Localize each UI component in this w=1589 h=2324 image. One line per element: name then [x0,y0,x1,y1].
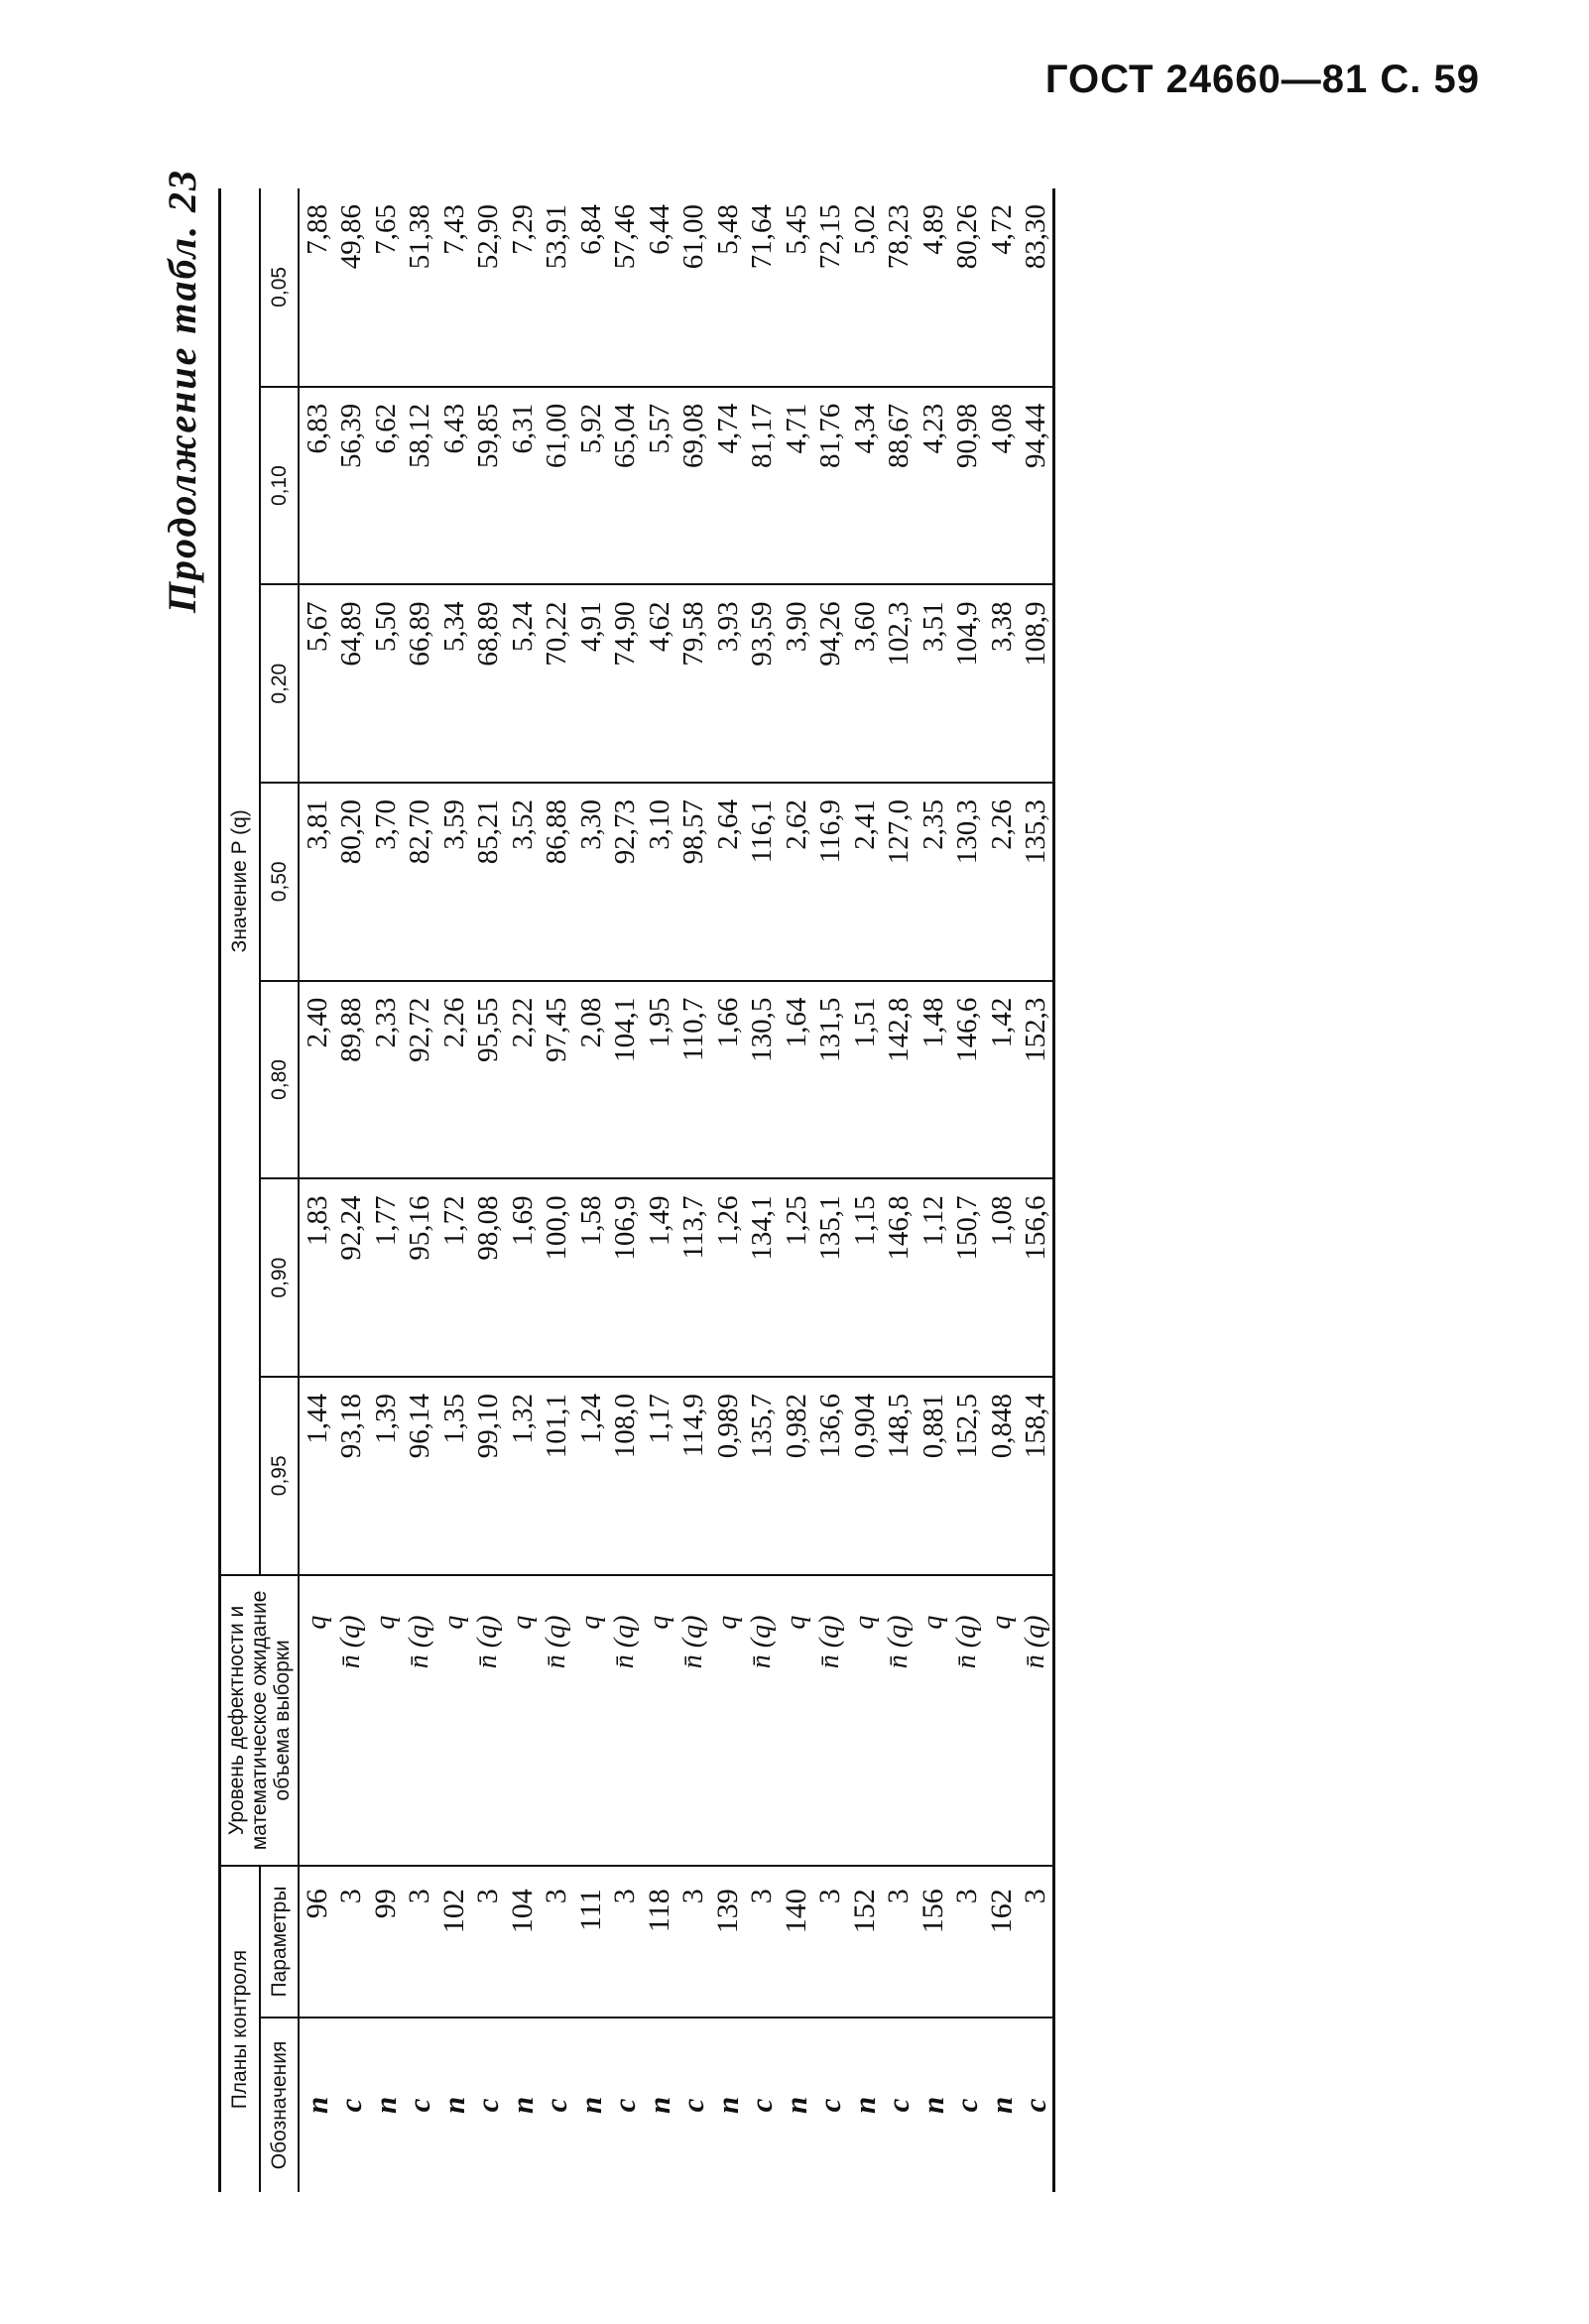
header-p-value-group: Значение P (q) [220,188,260,1575]
value-cell: 86,88 [540,783,574,981]
value-cell: 78,23 [882,188,917,387]
table-row [471,188,506,2192]
value-cell: 1,95 [642,981,676,1179]
designation-cell: c [539,2098,574,2113]
value-cell: 52,90 [471,188,506,387]
table-row [847,188,882,2192]
value-cell: 6,43 [436,387,471,585]
value-cell: 1,58 [573,1178,608,1377]
parameter-cell: 3 [676,1866,711,2018]
value-cell: 2,22 [505,981,540,1179]
value-cell: 7,88 [299,188,334,387]
value-cell: 1,39 [368,1377,403,1575]
value-cell: 0,982 [779,1377,813,1575]
designation-cell: c [812,2098,848,2113]
value-cell: 3,52 [505,783,540,981]
value-cell: 92,24 [334,1178,369,1377]
level-symbol-cell: q [642,1575,676,1867]
table-row [984,188,1019,2192]
value-cell: 3,38 [984,584,1019,783]
value-cell: 1,49 [642,1178,676,1377]
value-cell: 3,81 [299,783,334,981]
value-cell: 4,34 [847,387,882,585]
table-row [403,188,437,2192]
value-cell: 4,71 [779,387,813,585]
table-row [368,188,403,2192]
value-cell: 2,33 [368,981,403,1179]
value-cell: 56,39 [334,387,369,585]
level-symbol-cell: n̄ (q) [950,1575,985,1867]
value-cell: 99,10 [471,1377,506,1575]
designation-cell: c [949,2098,985,2113]
value-cell: 2,41 [847,783,882,981]
value-cell: 3,60 [847,584,882,783]
value-cell: 94,44 [1019,387,1054,585]
value-cell: 146,6 [950,981,985,1179]
value-cell: 5,48 [710,188,745,387]
parameter-cell: 140 [779,1866,813,2018]
value-cell: 82,70 [403,783,437,981]
parameter-cell: 3 [1019,1866,1054,2018]
value-cell: 4,72 [984,188,1019,387]
table-row [676,188,711,2192]
designation-cell: n [641,2096,676,2115]
value-cell: 1,25 [779,1178,813,1377]
table-row [540,188,574,2192]
value-cell: 64,89 [334,584,369,783]
value-cell: 127,0 [882,783,917,981]
parameter-cell: 3 [403,1866,437,2018]
value-cell: 156,6 [1019,1178,1054,1377]
value-cell: 59,85 [471,387,506,585]
value-cell: 81,17 [745,387,780,585]
value-cell: 5,24 [505,584,540,783]
value-cell: 135,7 [745,1377,780,1575]
value-cell: 114,9 [676,1377,711,1575]
value-cell: 1,12 [916,1178,950,1377]
parameter-cell: 3 [813,1866,848,2018]
header-defect-level: Уровень дефектности и математическое ожидание объема выборки [220,1575,300,1867]
value-cell: 2,64 [710,783,745,981]
rotated-table-page [159,149,1448,2192]
value-cell: 100,0 [540,1178,574,1377]
designation-cell: n [778,2096,813,2115]
table-row [436,188,471,2192]
value-cell: 1,42 [984,981,1019,1179]
designation-cell: n [299,2096,334,2115]
value-cell: 81,76 [813,387,848,585]
value-cell: 7,43 [436,188,471,387]
value-cell: 6,31 [505,387,540,585]
header-p-value: 0,90 [260,1178,300,1377]
designation-cell: c [881,2098,917,2113]
parameter-cell: 96 [299,1866,334,2018]
table-row [642,188,676,2192]
level-symbol-cell: n̄ (q) [403,1575,437,1867]
level-symbol-cell: n̄ (q) [745,1575,780,1867]
level-symbol-cell: n̄ (q) [334,1575,369,1867]
value-cell: 1,66 [710,981,745,1179]
value-cell: 98,08 [471,1178,506,1377]
parameter-cell: 156 [916,1866,950,2018]
value-cell: 116,1 [745,783,780,981]
parameter-cell: 104 [505,1866,540,2018]
value-cell: 1,32 [505,1377,540,1575]
value-cell: 7,29 [505,188,540,387]
value-cell: 5,67 [299,584,334,783]
value-cell: 94,26 [813,584,848,783]
table-row [813,188,848,2192]
value-cell: 70,22 [540,584,574,783]
value-cell: 134,1 [745,1178,780,1377]
level-symbol-cell: n̄ (q) [813,1575,848,1867]
value-cell: 80,20 [334,783,369,981]
value-cell: 130,3 [950,783,985,981]
value-cell: 142,8 [882,981,917,1179]
value-cell: 3,51 [916,584,950,783]
header-control-plans: Планы контроля [220,1866,260,2192]
value-cell: 130,5 [745,981,780,1179]
value-cell: 66,89 [403,584,437,783]
value-cell: 72,15 [813,188,848,387]
value-cell: 3,93 [710,584,745,783]
designation-cell: c [470,2098,506,2113]
table-body [299,188,1054,2192]
value-cell: 93,59 [745,584,780,783]
value-cell: 1,35 [436,1377,471,1575]
level-symbol-cell: n̄ (q) [471,1575,506,1867]
table-row [299,188,334,2192]
value-cell: 3,90 [779,584,813,783]
value-cell: 150,7 [950,1178,985,1377]
level-symbol-cell: q [847,1575,882,1867]
value-cell: 4,23 [916,387,950,585]
level-symbol-cell: q [916,1575,950,1867]
value-cell: 96,14 [403,1377,437,1575]
parameter-cell: 152 [847,1866,882,2018]
header-p-value: 0,50 [260,783,300,981]
value-cell: 65,04 [608,387,643,585]
value-cell: 2,40 [299,981,334,1179]
designation-cell: n [983,2096,1019,2115]
value-cell: 146,8 [882,1178,917,1377]
value-cell: 1,44 [299,1377,334,1575]
value-cell: 88,67 [882,387,917,585]
value-cell: 2,26 [436,981,471,1179]
value-cell: 1,69 [505,1178,540,1377]
value-cell: 152,5 [950,1377,985,1575]
table-row [573,188,608,2192]
header-p-value: 0,80 [260,981,300,1179]
value-cell: 85,21 [471,783,506,981]
value-cell: 3,70 [368,783,403,981]
value-cell: 1,51 [847,981,882,1179]
value-cell: 4,74 [710,387,745,585]
value-cell: 2,26 [984,783,1019,981]
designation-cell: c [607,2098,643,2113]
level-symbol-cell: n̄ (q) [882,1575,917,1867]
value-cell: 58,12 [403,387,437,585]
value-cell: 1,64 [779,981,813,1179]
value-cell: 1,24 [573,1377,608,1575]
table-row [334,188,369,2192]
value-cell: 104,1 [608,981,643,1179]
value-cell: 0,881 [916,1377,950,1575]
value-cell: 131,5 [813,981,848,1179]
table-row [745,188,780,2192]
value-cell: 158,4 [1019,1377,1054,1575]
value-cell: 97,45 [540,981,574,1179]
value-cell: 83,30 [1019,188,1054,387]
parameter-cell: 3 [540,1866,574,2018]
value-cell: 6,83 [299,387,334,585]
value-cell: 95,16 [403,1178,437,1377]
level-symbol-cell: q [368,1575,403,1867]
parameter-cell: 3 [882,1866,917,2018]
header-p-value: 0,05 [260,188,300,387]
level-symbol-cell: n̄ (q) [608,1575,643,1867]
value-cell: 57,46 [608,188,643,387]
designation-cell: n [709,2096,745,2115]
value-cell: 95,55 [471,981,506,1179]
table-row [882,188,917,2192]
value-cell: 0,989 [710,1377,745,1575]
value-cell: 2,35 [916,783,950,981]
value-cell: 136,6 [813,1377,848,1575]
value-cell: 108,0 [608,1377,643,1575]
table-row [779,188,813,2192]
value-cell: 51,38 [403,188,437,387]
parameter-cell: 3 [745,1866,780,2018]
value-cell: 0,904 [847,1377,882,1575]
parameter-cell: 99 [368,1866,403,2018]
table-row [505,188,540,2192]
value-cell: 74,90 [608,584,643,783]
value-cell: 5,50 [368,584,403,783]
designation-cell: c [1019,2018,1054,2192]
designation-cell: n [504,2096,540,2115]
value-cell: 5,34 [436,584,471,783]
table-row [1019,188,1054,2192]
value-cell: 1,48 [916,981,950,1179]
value-cell: 104,9 [950,584,985,783]
value-cell: 92,73 [608,783,643,981]
value-cell: 101,1 [540,1377,574,1575]
table-row [710,188,745,2192]
value-cell: 61,00 [540,387,574,585]
value-cell: 110,7 [676,981,711,1179]
designation-cell: c [675,2098,711,2113]
value-cell: 93,18 [334,1377,369,1575]
value-cell: 98,57 [676,783,711,981]
value-cell: 79,58 [676,584,711,783]
value-cell: 4,08 [984,387,1019,585]
value-cell: 5,92 [573,387,608,585]
value-cell: 2,62 [779,783,813,981]
value-cell: 4,91 [573,584,608,783]
value-cell: 152,3 [1019,981,1054,1179]
value-cell: 0,848 [984,1377,1019,1575]
table-row [916,188,950,2192]
value-cell: 89,88 [334,981,369,1179]
value-cell: 148,5 [882,1377,917,1575]
level-symbol-cell: q [984,1575,1019,1867]
value-cell: 5,57 [642,387,676,585]
value-cell: 3,30 [573,783,608,981]
value-cell: 6,84 [573,188,608,387]
value-cell: 102,3 [882,584,917,783]
value-cell: 5,02 [847,188,882,387]
parameter-cell: 3 [950,1866,985,2018]
value-cell: 61,00 [676,188,711,387]
value-cell: 92,72 [403,981,437,1179]
value-cell: 49,86 [334,188,369,387]
designation-cell: n [435,2096,471,2115]
designation-cell: c [744,2098,780,2113]
value-cell: 68,89 [471,584,506,783]
data-table [218,188,1055,2192]
header-p-value: 0,10 [260,387,300,585]
value-cell: 4,62 [642,584,676,783]
value-cell: 1,26 [710,1178,745,1377]
designation-cell: c [402,2098,437,2113]
value-cell: 90,98 [950,387,985,585]
value-cell: 3,59 [436,783,471,981]
level-symbol-cell: q [779,1575,813,1867]
table-row [950,188,985,2192]
level-symbol-cell: q [505,1575,540,1867]
level-symbol-cell: n̄ (q) [676,1575,711,1867]
parameter-cell: 102 [436,1866,471,2018]
table-caption: Продолжение табл. 23 [160,169,204,614]
level-symbol-cell: q [299,1575,334,1867]
value-cell: 69,08 [676,387,711,585]
header-parameters: Параметры [260,1866,300,2018]
parameter-cell: 118 [642,1866,676,2018]
value-cell: 71,64 [745,188,780,387]
value-cell: 80,26 [950,188,985,387]
parameter-cell: 3 [334,1866,369,2018]
level-symbol-cell: n̄ (q) [540,1575,574,1867]
level-symbol-cell: q [436,1575,471,1867]
level-symbol-cell: n̄ (q) [1019,1575,1054,1867]
value-cell: 1,83 [299,1178,334,1377]
header-p-value: 0,20 [260,584,300,783]
value-cell: 7,65 [368,188,403,387]
parameter-cell: 139 [710,1866,745,2018]
page-header: ГОСТ 24660—81 С. 59 [1044,58,1480,101]
value-cell: 108,9 [1019,584,1054,783]
value-cell: 53,91 [540,188,574,387]
value-cell: 1,08 [984,1178,1019,1377]
value-cell: 1,72 [436,1178,471,1377]
value-cell: 1,77 [368,1178,403,1377]
parameter-cell: 3 [471,1866,506,2018]
designation-cell: n [846,2096,882,2115]
designation-cell: c [333,2098,369,2113]
header-designations: Обозначения [260,2018,300,2192]
value-cell: 5,45 [779,188,813,387]
designation-cell: n [367,2096,403,2115]
value-cell: 4,89 [916,188,950,387]
parameter-cell: 162 [984,1866,1019,2018]
header-p-value: 0,95 [260,1377,300,1575]
value-cell: 135,1 [813,1178,848,1377]
value-cell: 1,17 [642,1377,676,1575]
parameter-cell: 111 [573,1866,608,2018]
value-cell: 6,44 [642,188,676,387]
table-row [608,188,643,2192]
designation-cell: n [915,2096,950,2115]
value-cell: 113,7 [676,1178,711,1377]
value-cell: 116,9 [813,783,848,981]
value-cell: 2,08 [573,981,608,1179]
level-symbol-cell: q [573,1575,608,1867]
level-symbol-cell: q [710,1575,745,1867]
value-cell: 1,15 [847,1178,882,1377]
value-cell: 106,9 [608,1178,643,1377]
value-cell: 135,3 [1019,783,1054,981]
parameter-cell: 3 [608,1866,643,2018]
value-cell: 6,62 [368,387,403,585]
value-cell: 3,10 [642,783,676,981]
designation-cell: n [572,2096,608,2115]
